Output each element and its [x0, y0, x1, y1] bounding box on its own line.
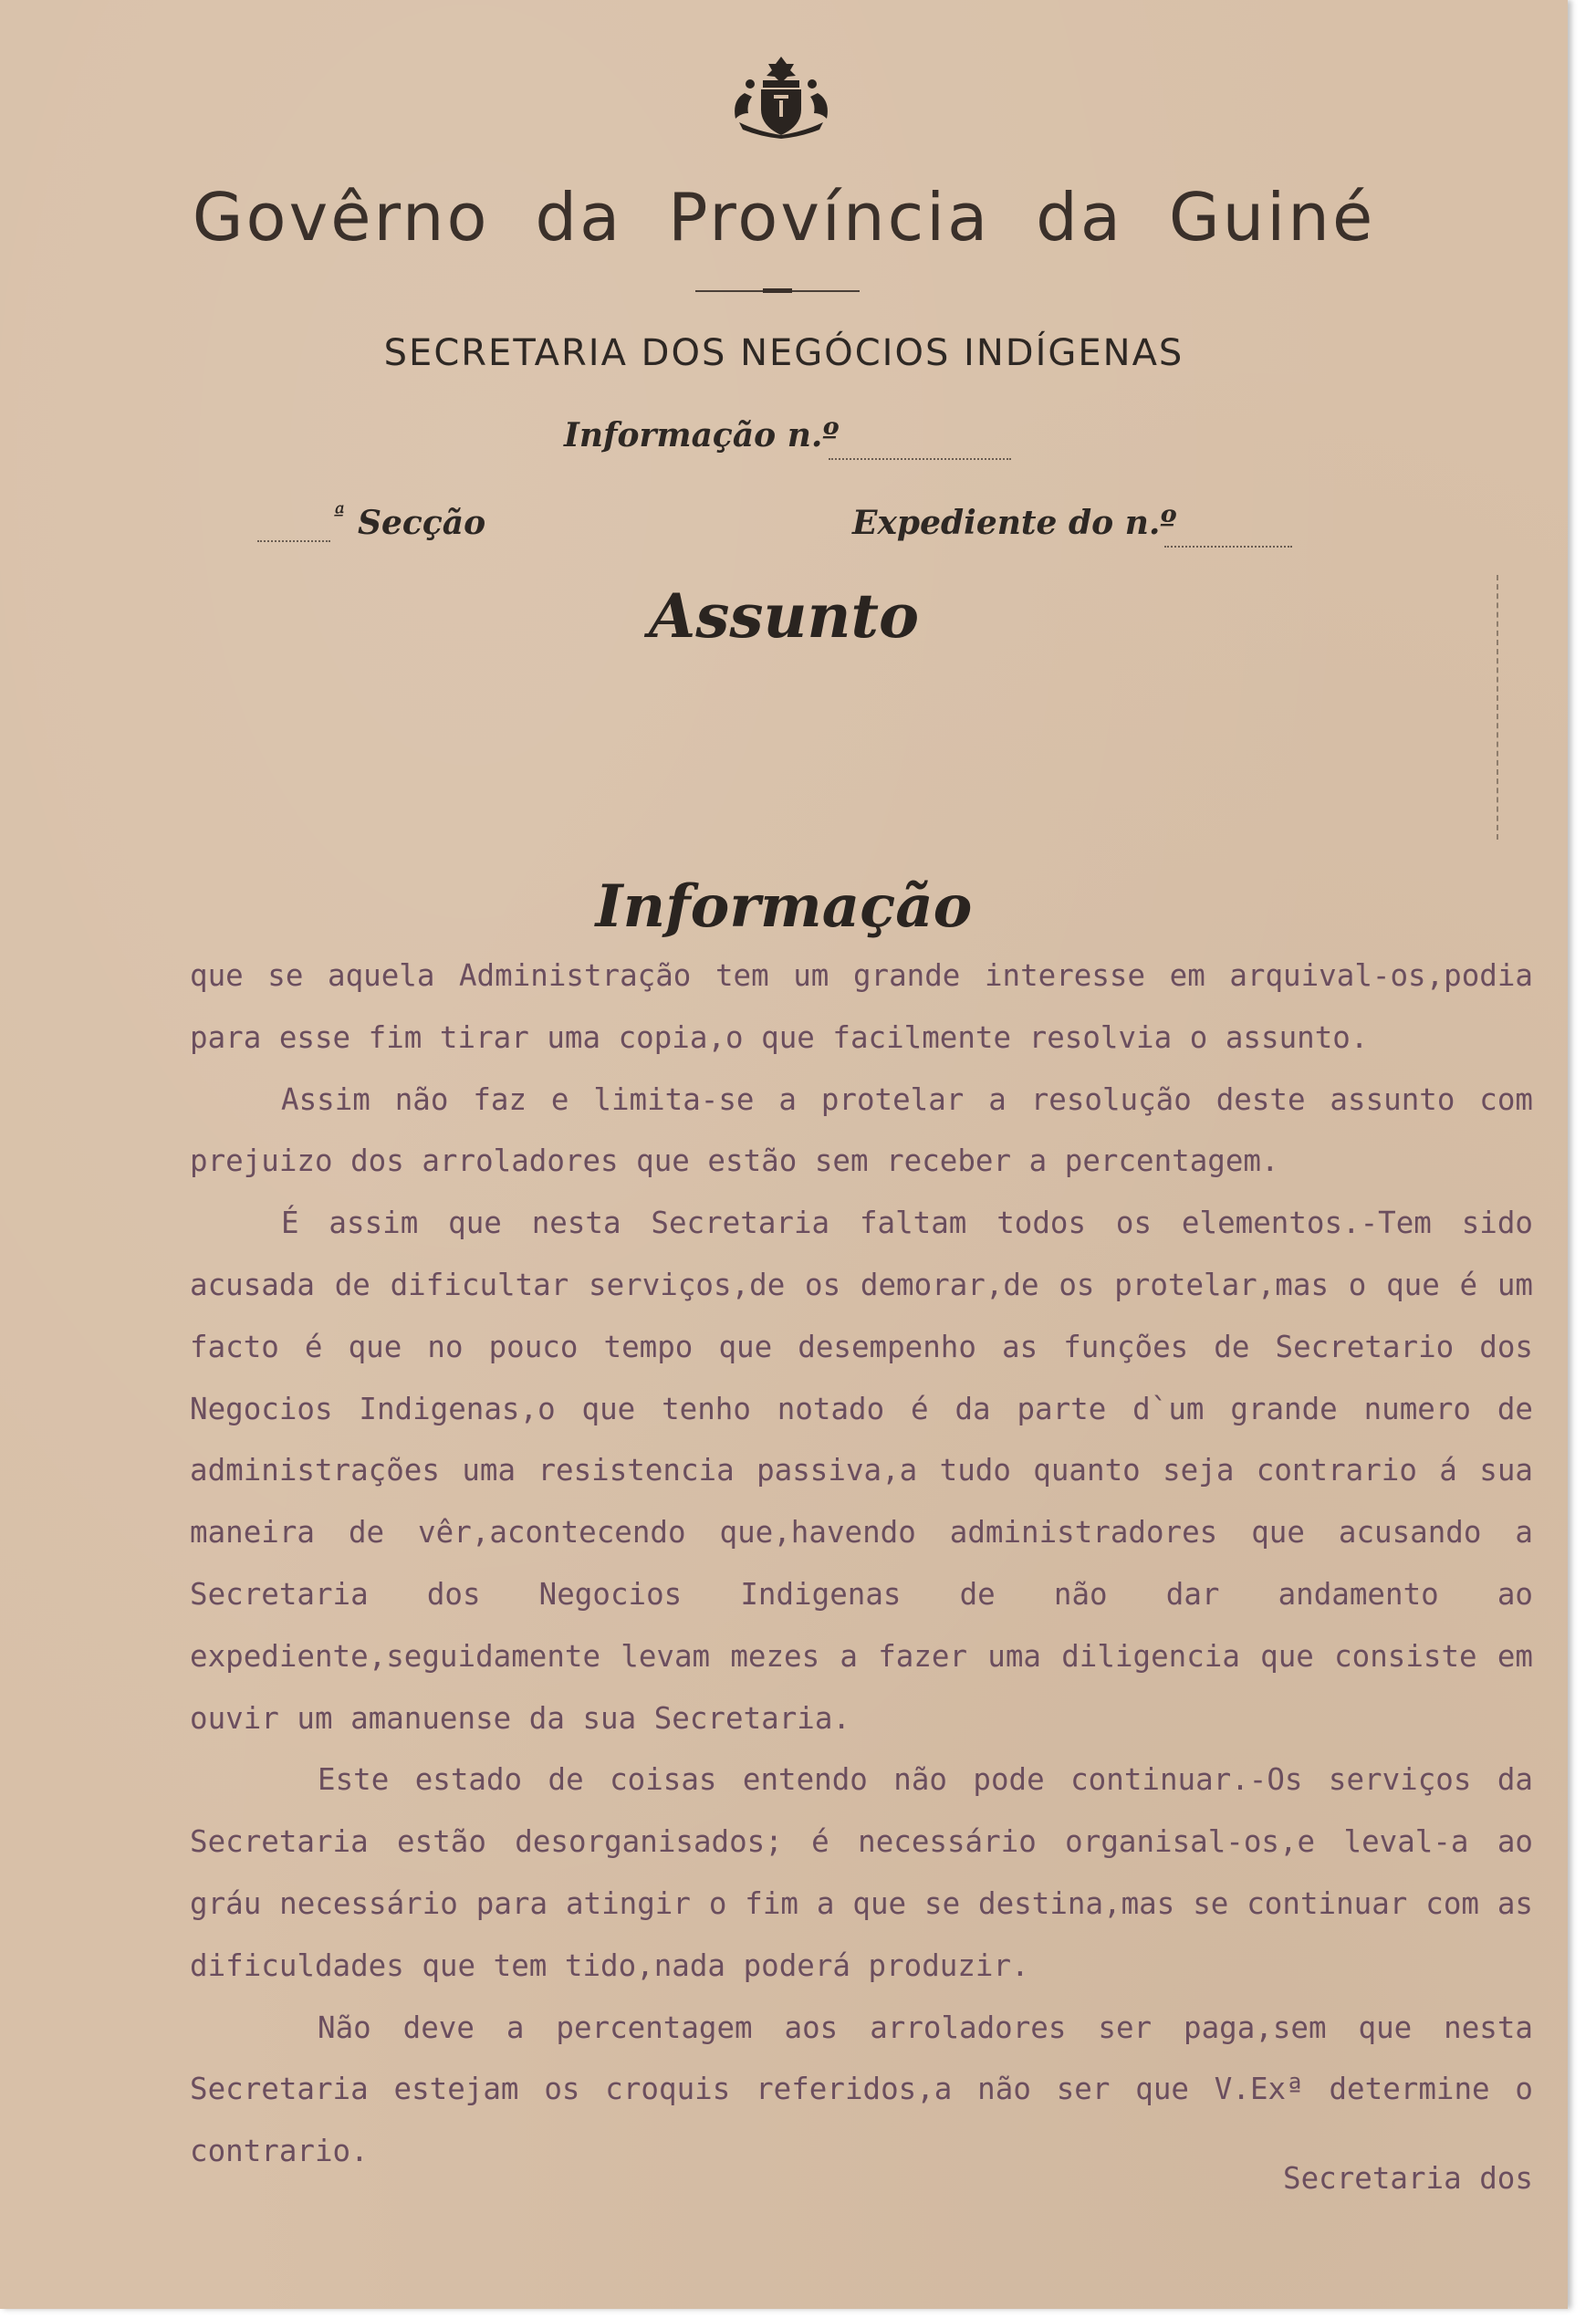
seccao-ordinal: ª [334, 500, 345, 527]
expediente-number-field[interactable] [1164, 546, 1292, 548]
body-paragraph: Não deve a percentagem aos arroladores ser paga,sem que nesta Secretaria estejam os croquis referidos,a não ser que V.Exª determine o contrario. [190, 2010, 1533, 2169]
assunto-heading: Assunto [648, 580, 919, 652]
margin-marks [1497, 575, 1511, 840]
coat-of-arms-icon [726, 53, 836, 141]
title-divider-center [763, 288, 792, 293]
typed-body [190, 945, 1533, 2183]
body-paragraph: que se aquela Administração tem um grande interesse em arquival-os,podia para esse fim tirar uma copia,o que facilmente resolvia o assunto. [190, 958, 1533, 1055]
body-paragraph: Este estado de coisas entendo não pode continuar.-Os serviços da Secretaria estão desorganisados; é necessário organisal-os,e leval-a ao gráu necessário para atingir o fim a que se destina,mas se continuar com as dificuldades que tem tido,nada poderá produzir. [190, 1762, 1533, 1983]
informacao-heading: Informação [595, 872, 973, 941]
informacao-number-label: Informação n.º [564, 416, 840, 454]
government-title: Govêrno da Província da Guiné [192, 179, 1376, 256]
department-title: SECRETARIA DOS NEGÓCIOS INDÍGENAS [383, 332, 1184, 374]
seccao-label: Secção [358, 504, 486, 542]
body-paragraph: É assim que nesta Secretaria faltam todos os elementos.-Tem sido acusada de dificultar serviços,de os demorar,de os protelar,mas o que é um facto é que no pouco tempo que desempenho as funções de Secretario dos Negocios Indigenas,o que tenho notado é da parte d`um grande numero de administrações uma resistencia passiva,a tudo quanto seja contrario á sua maneira de vêr,acontecendo que,havendo administradores que acusando a Secretaria dos Negocios Indigenas de não dar andamento ao expediente,seguidamente levam mezes a fazer uma diligencia que consiste em ouvir um amanuense da sua Secretaria. [190, 1206, 1533, 1736]
body-paragraph: Assim não faz e limita-se a protelar a resolução deste assunto com prejuizo dos arroladores que estão sem receber a percentagem. [190, 1081, 1533, 1179]
expediente-label: Expediente do n.º [852, 504, 1177, 542]
informacao-number-field[interactable] [829, 458, 1011, 460]
signoff-text: Secretaria dos [1283, 2161, 1533, 2196]
seccao-number-field[interactable] [257, 540, 330, 542]
